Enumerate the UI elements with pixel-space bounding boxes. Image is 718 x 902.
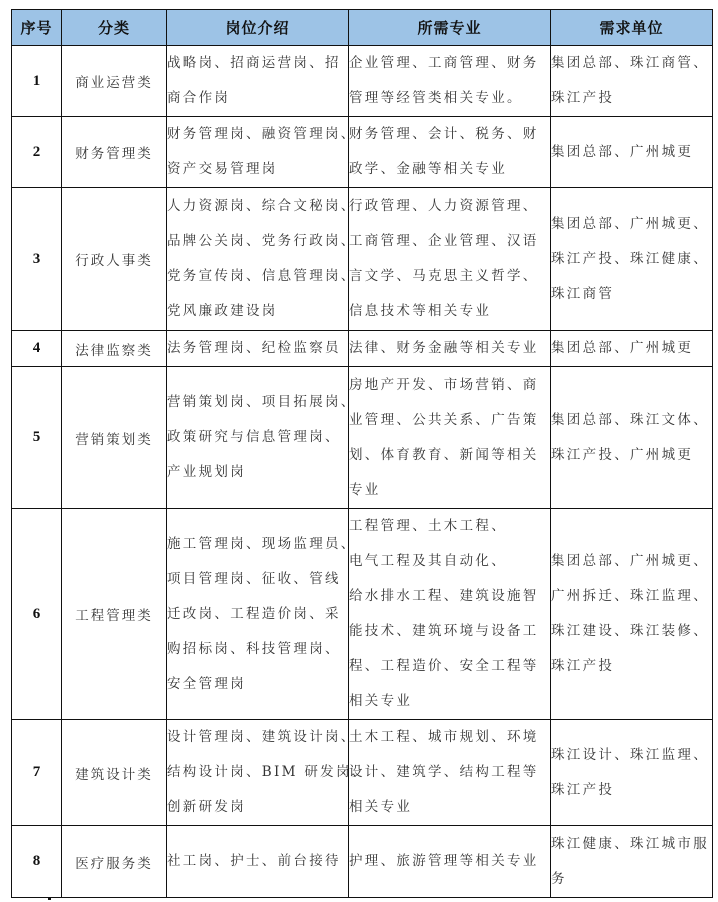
row-units: [551, 367, 713, 509]
positions-line: 结构设计岗、BIM 研发岗、: [167, 764, 368, 780]
positions-line: 迁改岗、工程造价岗、采: [167, 605, 341, 622]
positions-line: 商合作岗: [167, 90, 231, 106]
row-majors: [349, 46, 551, 117]
row-number: 2: [12, 117, 62, 188]
row-units: [551, 331, 713, 367]
row-category: 建筑设计类: [62, 720, 167, 826]
majors-line: 财务管理、会计、税务、财: [349, 126, 539, 142]
row-number: 4: [12, 331, 62, 367]
row-number: 3: [12, 188, 62, 331]
units-line: 集团总部、广州城更: [551, 340, 694, 356]
units-line: 珠江设计、珠江监理、: [551, 746, 709, 763]
header-majors: 所需专业: [349, 10, 551, 46]
units-line: 珠江商管: [551, 285, 615, 302]
majors-line: 言文学、马克思主义哲学、: [349, 268, 539, 284]
units-line: 珠江健康、珠江城市服: [551, 835, 709, 852]
positions-line: 人力资源岗、综合文秘岗、: [167, 198, 357, 214]
positions-line: 创新研发岗: [167, 799, 246, 815]
recruitment-table: [11, 9, 713, 898]
header-row: [12, 10, 713, 46]
positions-line: 施工管理岗、现场监理员、: [167, 535, 357, 552]
positions-line: 设计管理岗、建筑设计岗、: [167, 729, 357, 745]
majors-line: 能技术、建筑环境与设备工: [349, 623, 539, 639]
majors-line: 信息技术等相关专业: [349, 303, 492, 319]
row-majors: [349, 720, 551, 826]
row-positions: [167, 367, 357, 509]
table-row: [12, 331, 713, 367]
row-positions: [167, 826, 349, 898]
row-category: 医疗服务类: [62, 826, 167, 898]
header-category: 分类: [62, 10, 167, 46]
row-units: [551, 826, 713, 898]
positions-line: 党务宣传岗、信息管理岗、: [167, 268, 357, 284]
majors-line: 相关专业: [349, 799, 413, 815]
header-positions: 岗位介绍: [167, 10, 349, 46]
units-line: 珠江产投、珠江健康、: [551, 250, 709, 267]
row-positions: [167, 720, 368, 826]
row-number: 6: [12, 509, 62, 720]
majors-line: 专业: [349, 481, 381, 498]
positions-line: 购招标岗、科技管理岗、: [167, 640, 341, 657]
units-line: 珠江产投、广州城更: [551, 446, 694, 463]
majors-line: 行政管理、人力资源管理、: [349, 198, 539, 214]
table-row: [12, 826, 713, 898]
majors-line: 企业管理、工商管理、财务: [349, 55, 539, 71]
majors-line: 划、体育教育、新闻等相关: [349, 446, 539, 463]
positions-line: 品牌公关岗、党务行政岗、: [167, 233, 357, 249]
majors-line: 相关专业: [349, 693, 413, 709]
units-line: 集团总部、广州城更、: [551, 215, 709, 232]
majors-line: 政学、金融等相关专业: [349, 161, 507, 177]
row-majors: [349, 188, 551, 331]
table-row: [12, 367, 713, 509]
table-row: [12, 117, 713, 188]
positions-line: 战略岗、招商运营岗、招: [167, 55, 341, 71]
majors-line: 工程管理、土木工程、: [349, 518, 507, 534]
positions-line: 党风廉政建设岗: [167, 303, 278, 319]
row-units: [551, 117, 713, 188]
units-line: 集团总部、珠江商管、: [551, 55, 709, 71]
positions-line: 资产交易管理岗: [167, 161, 278, 177]
stray-dot: [48, 897, 51, 900]
row-majors: [349, 367, 551, 509]
table-row: [12, 509, 713, 720]
row-units: [551, 188, 713, 331]
row-number: 8: [12, 826, 62, 898]
row-units: [551, 720, 713, 826]
positions-line: 产业规划岗: [167, 464, 246, 480]
row-positions: [167, 509, 357, 720]
row-units: [551, 46, 713, 117]
table-body: [12, 46, 713, 898]
table-row: [12, 720, 713, 826]
positions-line: 营销策划岗、项目拓展岗、: [167, 394, 357, 410]
positions-line: 政策研究与信息管理岗、: [167, 429, 341, 445]
units-line: 珠江产投: [551, 90, 615, 106]
row-category: 财务管理类: [62, 117, 167, 188]
majors-line: 土木工程、城市规划、环境: [349, 729, 539, 745]
majors-line: 程、工程造价、安全工程等: [349, 658, 539, 674]
row-category: 法律监察类: [62, 331, 167, 367]
units-line: 珠江产投: [551, 658, 615, 674]
row-majors: [349, 331, 551, 367]
majors-line: 房地产开发、市场营销、商: [349, 376, 539, 393]
positions-line: 财务管理岗、融资管理岗、: [167, 126, 357, 142]
table-row: [12, 46, 713, 117]
majors-line: 电气工程及其自动化、: [349, 553, 507, 569]
row-number: 7: [12, 720, 62, 826]
positions-line: 法务管理岗、纪检监察员: [167, 340, 341, 356]
row-category: 商业运营类: [62, 46, 167, 117]
units-line: 务: [551, 870, 567, 887]
units-line: 珠江建设、珠江装修、: [551, 623, 709, 639]
header-units: 需求单位: [551, 10, 713, 46]
majors-line: 管理等经管类相关专业。: [349, 90, 523, 106]
majors-line: 给水排水工程、建筑设施智: [349, 588, 539, 604]
row-majors: [349, 509, 551, 720]
majors-line: 工商管理、企业管理、汉语: [349, 233, 539, 249]
row-positions: [167, 46, 349, 117]
majors-line: 法律、财务金融等相关专业: [349, 340, 539, 356]
row-category: 行政人事类: [62, 188, 167, 331]
row-category: 工程管理类: [62, 509, 167, 720]
row-units: [551, 509, 713, 720]
row-positions: [167, 331, 349, 367]
majors-line: 业管理、公共关系、广告策: [349, 411, 539, 428]
majors-line: 护理、旅游管理等相关专业: [349, 853, 539, 869]
positions-line: 社工岗、护士、前台接待: [167, 853, 341, 869]
units-line: 集团总部、广州城更: [551, 143, 694, 160]
header-no: 序号: [12, 10, 62, 46]
units-line: 广州拆迁、珠江监理、: [551, 588, 709, 604]
row-positions: [167, 188, 357, 331]
positions-line: 安全管理岗: [167, 675, 246, 692]
row-number: 5: [12, 367, 62, 509]
units-line: 珠江产投: [551, 781, 615, 798]
units-line: 集团总部、广州城更、: [551, 553, 709, 569]
positions-line: 项目管理岗、征收、管线: [167, 570, 341, 587]
units-line: 集团总部、珠江文体、: [551, 411, 709, 428]
row-number: 1: [12, 46, 62, 117]
row-majors: [349, 117, 551, 188]
table-row: [12, 188, 713, 331]
majors-line: 设计、建筑学、结构工程等: [349, 764, 539, 780]
row-category: 营销策划类: [62, 367, 167, 509]
row-majors: [349, 826, 551, 898]
row-positions: [167, 117, 357, 188]
